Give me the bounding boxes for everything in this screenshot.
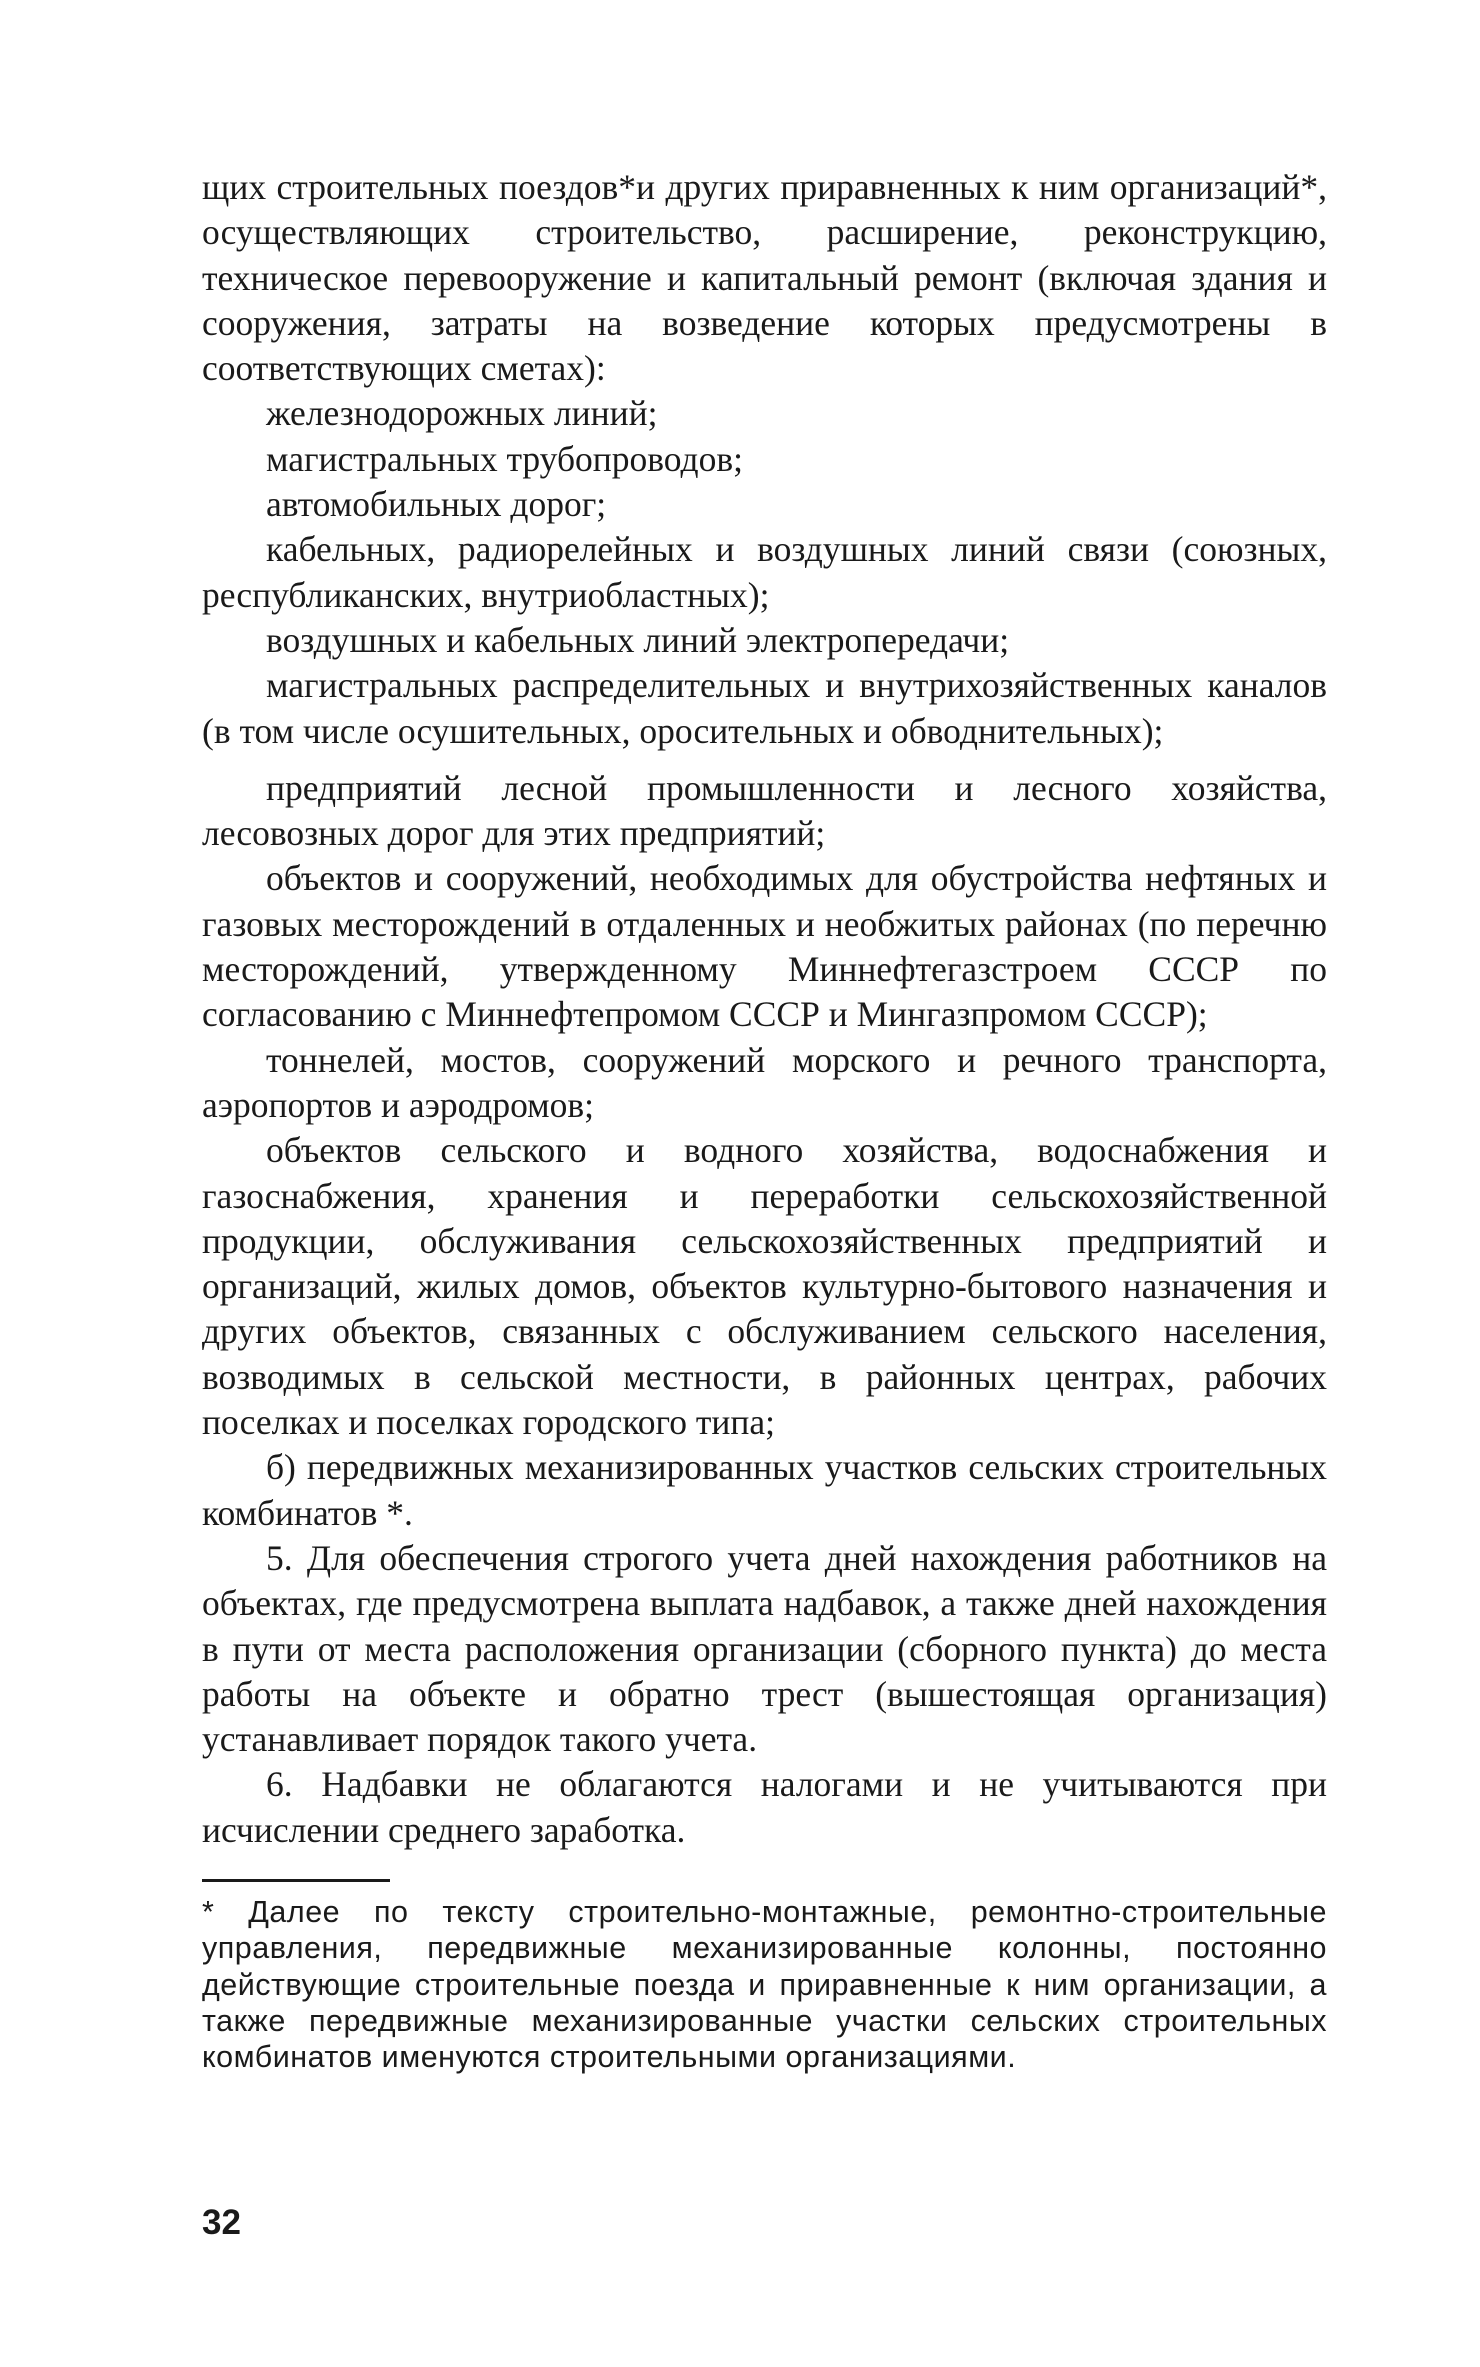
page-number: 32 xyxy=(202,2203,241,2242)
paragraph-item-b: б) передвижных механизированных участков сельских строительных комбинатов *. xyxy=(202,1447,1327,1533)
footnote-divider xyxy=(202,1879,390,1882)
paragraph-point-6: 6. Надбавки не облагаются налогами и не учитываются при исчислении среднего заработка. xyxy=(202,1764,1327,1850)
list-item-railways: железнодорожных линий; xyxy=(266,393,658,434)
list-item-forestry: предприятий лесной промышленности и лесного хозяйства, лесовозных дорог для этих предприятий; xyxy=(202,767,1327,854)
list-item-communication-lines: кабельных, радиорелейных и воздушных линий связи (союзных, республиканских, внутриобластных); xyxy=(202,529,1327,615)
list-item-pipelines: магистральных трубопроводов; xyxy=(266,438,743,479)
list-item-oil-gas: объектов и сооружений, необходимых для обустройства нефтяных и газовых месторождений в отдаленных и необжитых районах (по перечню месторождений, утвержденному Миннефтегазстроем СССР по согласованию с Миннефтепромом СССР и Мингазпромом СССР); xyxy=(202,858,1327,1035)
list-item-canals: магистральных распределительных и внутрихозяйственных каналов (в том числе осушительных, оросительных и обводнительных); xyxy=(202,665,1327,751)
list-item-agriculture: объектов сельского и водного хозяйства, водоснабжения и газоснабжения, хранения и переработки сельскохозяйственной продукции, обслуживания сельскохозяйственных предприятий и организаций, жилых домов, объектов культурно-бытового назначения и других объектов, связанных с обслуживанием сельского населения, возводимых в сельской местности, в районных центрах, рабочих поселках и поселках городского типа; xyxy=(202,1130,1327,1443)
list-item-roads: автомобильных дорог; xyxy=(266,484,607,525)
page-body xyxy=(202,165,1327,2075)
list-item-power-lines: воздушных и кабельных линий электропередачи; xyxy=(266,619,1010,660)
list-item-tunnels-bridges: тоннелей, мостов, сооружений морского и речного транспорта, аэропортов и аэродромов; xyxy=(202,1039,1327,1125)
paragraph-intro: щих строительных поездов*и других приравненных к ним организаций*, осуществляющих строительство, расширение, реконструкцию, техническое перевооружение и капитальный ремонт (включая здания и сооружения, затраты на возведение которых предусмотрены в соответствующих сметах): xyxy=(202,167,1327,389)
paragraph-point-5: 5. Для обеспечения строгого учета дней нахождения работников на объектах, где предусмотрена выплата надбавок, а также дней нахождения в пути от места расположения организации (сборного пункта) до места работы на объекте и обратно трест (вышестоящая организация) устанавливает порядок такого учета. xyxy=(202,1537,1327,1760)
footnote: * Далее по тексту строительно-монтажные, ремонтно-строительные управления, передвижные механизированные колонны, постоянно действующие строительные поезда и приравненные к ним организации, а также передвижные механизированные участки сельских строительных комбинатов именуются строительными организациями. xyxy=(202,1894,1327,2075)
